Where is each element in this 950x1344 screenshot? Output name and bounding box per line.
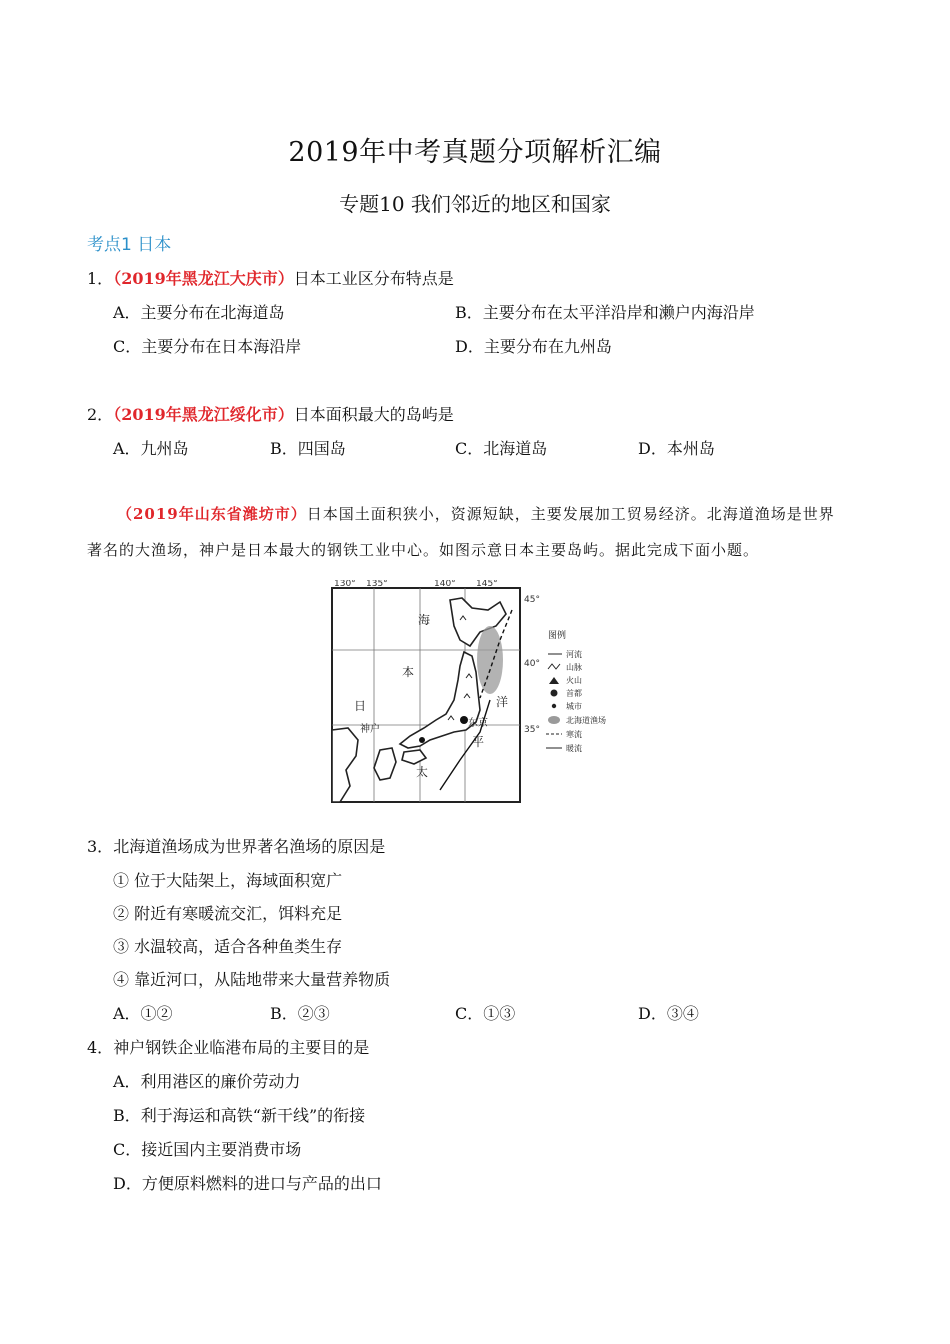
q2-option-b: B．四国岛 [270, 439, 346, 458]
q3-statement-4: ④ 靠近河口，从陆地带来大量营养物质 [113, 970, 391, 989]
q3-statement-1: ① 位于大陆架上，海域面积宽广 [113, 871, 343, 890]
q3-option-d: D．③④ [638, 1004, 699, 1023]
question-1 [87, 266, 454, 289]
map-label-ri: 日 [354, 699, 367, 713]
map-label-kobe: 神户 [360, 724, 380, 735]
section-heading: 考点1 日本 [87, 235, 172, 255]
q1-option-b: B．主要分布在太平洋沿岸和濑户内海沿岸 [455, 303, 755, 322]
q3-option-b: B．②③ [270, 1004, 330, 1023]
question-source: （2019年黑龙江绥化市） [113, 405, 294, 424]
japan-map-figure [330, 580, 630, 805]
q1-option-d: D．主要分布在九州岛 [455, 337, 612, 356]
question-source: （2019年黑龙江大庆市） [113, 269, 294, 288]
document-title: 2019年中考真题分项解析汇编 [288, 137, 662, 168]
q4-option-b: B．利于海运和高铁“新干线”的衔接 [113, 1106, 366, 1125]
q2-option-a: A．九州岛 [113, 439, 189, 458]
question-stem: 日本工业区分布特点是 [293, 269, 454, 288]
question-stem: 日本面积最大的岛屿是 [293, 405, 454, 424]
lon-label: 135° [366, 580, 388, 589]
document-subtitle: 专题10 我们邻近的地区和国家 [339, 192, 611, 216]
q1-option-a: A．主要分布在北海道岛 [113, 303, 285, 322]
legend-item: 河流 [566, 650, 582, 659]
map-label-sea: 海 [418, 613, 431, 627]
question-4 [87, 1035, 369, 1058]
legend-item: 暖流 [566, 744, 582, 753]
capital-tokyo-marker [460, 716, 468, 724]
passage-text-1: 日本国土面积狭小，资源短缺，主要发展加工贸易经济。北海道渔场是世界 [306, 505, 835, 523]
legend-item: 寒流 [566, 730, 582, 739]
q4-option-d: D．方便原料燃料的进口与产品的出口 [113, 1174, 382, 1193]
map-label-ben: 本 [402, 665, 415, 679]
fishing-ground-area [477, 626, 503, 694]
q3-option-a: A．①② [113, 1004, 173, 1023]
map-label-tai: 太 [416, 765, 429, 779]
question-stem: 神户钢铁企业临港布局的主要目的是 [113, 1038, 370, 1057]
question-2 [87, 402, 454, 425]
legend-item: 城市 [566, 702, 582, 711]
q4-option-a: A．利用港区的廉价劳动力 [113, 1072, 301, 1091]
question-stem: 北海道渔场成为世界著名渔场的原因是 [113, 837, 386, 856]
passage-text-2: 著名的大渔场，神户是日本最大的钢铁工业中心。如图示意日本主要岛屿。据此完成下面小题。 [87, 541, 760, 559]
question-number: 3． [87, 837, 114, 856]
q4-option-c: C．接近国内主要消费市场 [113, 1140, 302, 1159]
question-number: 2． [87, 405, 114, 424]
map-label-ocean: 洋 [496, 695, 509, 709]
q1-option-c: C．主要分布在日本海沿岸 [113, 337, 302, 356]
legend-item: 北海道渔场 [566, 716, 606, 725]
q2-option-c: C．北海道岛 [455, 439, 548, 458]
q3-statement-2: ② 附近有寒暖流交汇，饵料充足 [113, 904, 343, 923]
question-number: 1． [87, 269, 114, 288]
lat-label: 45° [524, 595, 540, 605]
map-label-ping: 平 [472, 735, 485, 749]
lat-label: 35° [524, 725, 540, 735]
passage-source: （2019年山东省潍坊市） [117, 505, 307, 523]
q3-option-c: C．①③ [455, 1004, 516, 1023]
legend-item: 火山 [566, 676, 582, 685]
lon-label: 145° [476, 580, 498, 589]
q3-statement-3: ③ 水温较高，适合各种鱼类生存 [113, 937, 343, 956]
lon-label: 130° [334, 580, 356, 589]
legend-item: 山脉 [566, 663, 582, 672]
legend-item: 首都 [566, 689, 582, 698]
question-3 [87, 834, 385, 857]
lon-label: 140° [434, 580, 456, 589]
map-label-tokyo: 东京 [468, 718, 488, 729]
legend-title: 图例 [548, 631, 567, 641]
question-number: 4． [87, 1038, 114, 1057]
lat-label: 40° [524, 659, 540, 669]
reading-passage [87, 496, 867, 568]
city-kobe-marker [419, 737, 425, 743]
q2-option-d: D．本州岛 [638, 439, 715, 458]
map-legend [546, 629, 606, 753]
